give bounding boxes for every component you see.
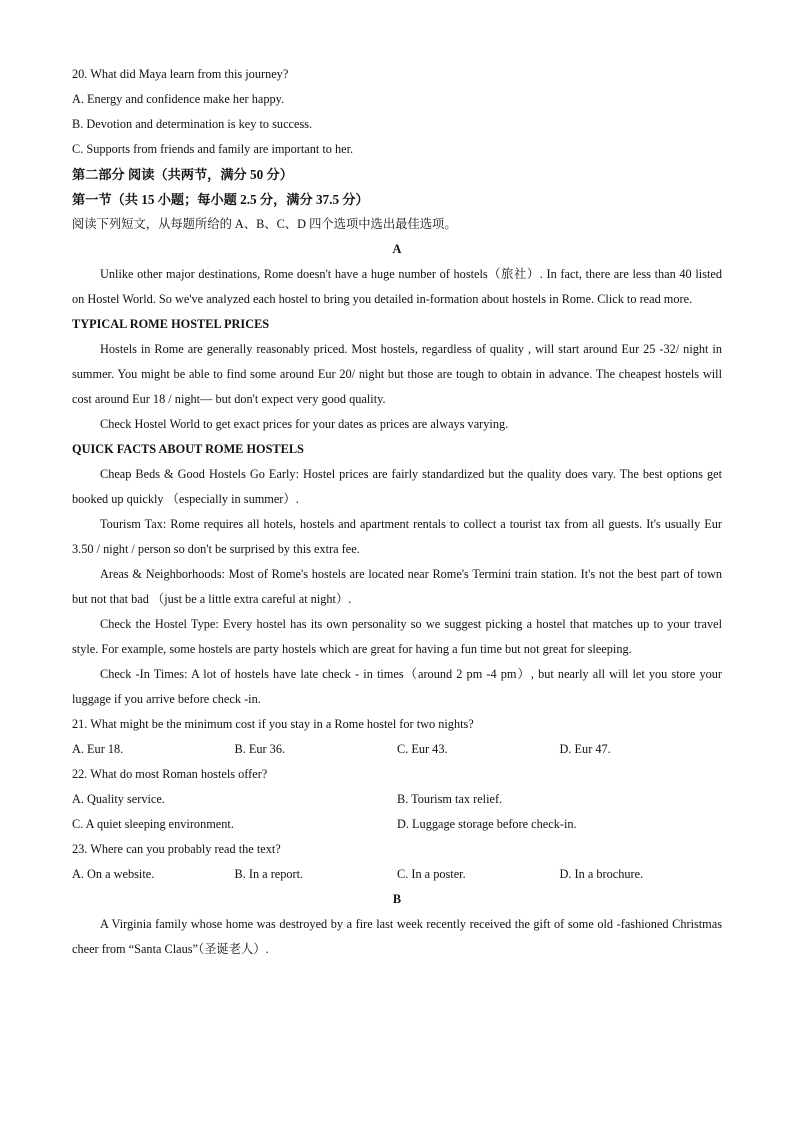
q22-options-row2 [72,812,722,837]
fact-check-in: Check -In Times: A lot of hostels have late check - in times（around 2 pm -4 pm）, but nearly all will let you store your luggage if you arrive before check -in. [72,667,722,706]
passage-a-label: A [392,242,402,256]
q23-option-b: B. In a report. [234,867,304,881]
q21-option-c: C. Eur 43. [397,742,448,756]
passage-b-intro: A Virginia family whose home was destroyed by a fire last week recently received the gift of some old -fashioned Christmas cheer from “Santa Claus”（圣诞老人）. [72,917,722,956]
q21-options [72,737,722,762]
q23-options [72,862,722,887]
q22-option-c: C. A quiet sleeping environment. [72,817,234,831]
passage-b-label: B [392,892,402,906]
q22-options-row1 [72,787,722,812]
fact-cheap-beds: Cheap Beds & Good Hostels Go Early: Hostel prices are fairly standardized but the quality does vary. The best options get booked up quickly （especially in summer）. [72,467,722,506]
fact-hostel-type: Check the Hostel Type: Every hostel has its own personality so we suggest picking a hostel that matches up to your travel style. For example, some hostels are party hostels which are great for having a fun time but not great for sleeping. [72,617,722,656]
q23-option-d: D. In a brochure. [559,867,644,881]
question-23: 23. Where can you probably read the text? [72,842,281,856]
question-20: 20. What did Maya learn from this journey? [72,67,289,81]
q21-option-d: D. Eur 47. [559,742,611,756]
q20-option-b: B. Devotion and determination is key to success. [72,117,313,131]
q22-option-a: A. Quality service. [72,792,165,806]
section-two-heading: 第二部分 阅读（共两节，满分 50 分） [72,167,293,182]
exam-page [72,62,722,962]
question-22: 22. What do most Roman hostels offer? [72,767,268,781]
typical-prices-heading: TYPICAL ROME HOSTEL PRICES [72,317,270,331]
section-one-heading: 第一节（共 15 小题；每小题 2.5 分，满分 37.5 分） [72,192,369,207]
q22-option-d: D. Luggage storage before check-in. [397,817,577,831]
q20-option-c: C. Supports from friends and family are important to her. [72,142,354,156]
q20-option-a: A. Energy and confidence make her happy. [72,92,285,106]
instructions: 阅读下列短文，从每题所给的 A、B、C、D 四个选项中选出最佳选项。 [72,217,457,231]
check-world-paragraph: Check Hostel World to get exact prices for your dates as prices are always varying. [100,417,509,431]
passage-a-intro: Unlike other major destinations, Rome doesn't have a huge number of hostels（旅社）. In fact, there are less than 40 listed on Hostel World. So we've analyzed each hostel to bring you detailed in-formation about hostels in Rome. Click to read more. [72,267,722,306]
fact-areas: Areas & Neighborhoods: Most of Rome's hostels are located near Rome's Termini train station. It's not the best part of town but not that bad （just be a little extra careful at night）. [72,567,722,606]
question-21: 21. What might be the minimum cost if you stay in a Rome hostel for two nights? [72,717,474,731]
q22-option-b: B. Tourism tax relief. [397,792,503,806]
q21-option-b: B. Eur 36. [234,742,286,756]
fact-tourism-tax: Tourism Tax: Rome requires all hotels, hostels and apartment rentals to collect a tourist tax from all guests. It's usually Eur 3.50 / night / person so don't be surprised by this extra fee. [72,517,722,556]
q23-option-c: C. In a poster. [397,867,466,881]
prices-paragraph: Hostels in Rome are generally reasonably priced. Most hostels, regardless of quality , will start around Eur 25 -32/ night in summer. You might be able to find some around Eur 20/ night but those are tough to obtain in advance. The cheapest hostels will cost around Eur 18 / night— but don't expect very good quality. [72,342,722,406]
quick-facts-heading: QUICK FACTS ABOUT ROME HOSTELS [72,442,304,456]
q21-option-a: A. Eur 18. [72,742,124,756]
q23-option-a: A. On a website. [72,867,155,881]
